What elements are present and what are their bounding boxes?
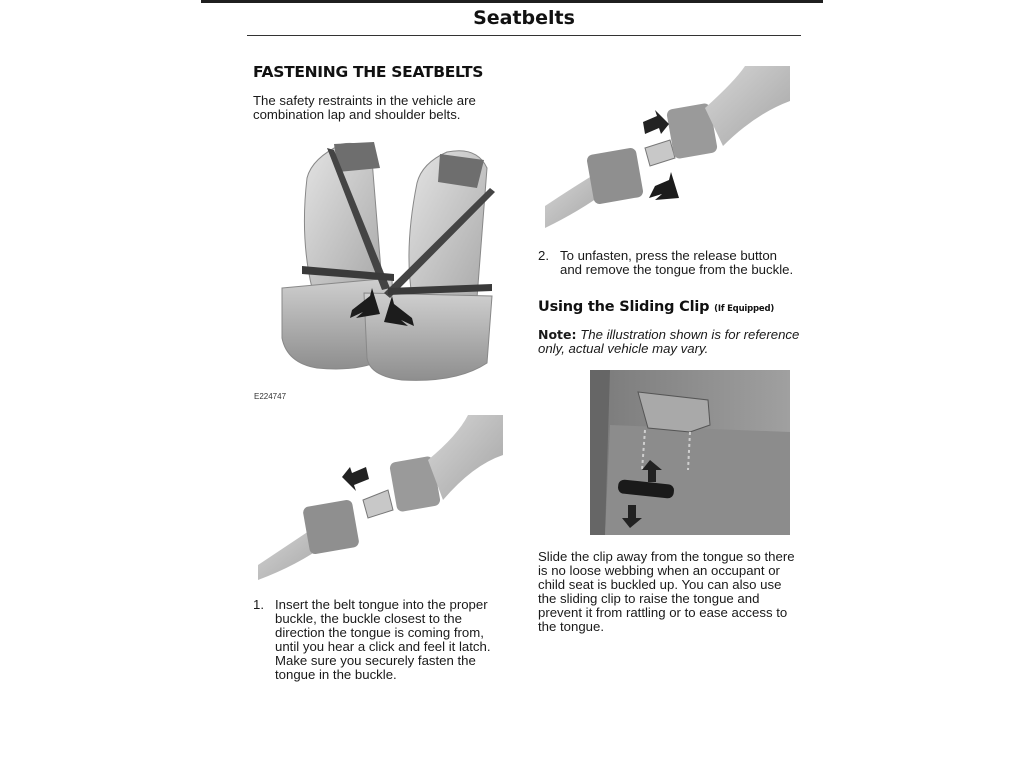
belt-tongue-insert-illustration <box>258 415 503 580</box>
page-title: Seatbelts <box>473 7 575 29</box>
step-1-text: Insert the belt tongue into the proper buckle, the buckle closest to the direction the tongue is coming from, until you hear a click and feel it latch. Make sure you securely fasten the tongue in the buckle. <box>275 597 491 682</box>
figure-code: E224747 <box>254 392 287 401</box>
title-rule <box>247 35 801 36</box>
sliding-clip-qualifier: (If Equipped) <box>714 304 775 314</box>
step-2-text: To unfasten, press the release button and remove the tongue from the buckle. <box>560 248 794 277</box>
note <box>538 328 800 356</box>
buckle-release-illustration <box>545 66 790 231</box>
note-label: Note: <box>538 327 577 342</box>
intro-paragraph: The safety restraints in the vehicle are combination lap and shoulder belts. <box>253 93 476 122</box>
note-text: The illustration shown is for reference only, actual vehicle may vary. <box>538 327 800 356</box>
section-heading: FASTENING THE SEATBELTS <box>253 63 484 81</box>
step-1-number: 1. <box>253 597 264 612</box>
top-rule <box>201 0 823 3</box>
seats-with-belts-illustration <box>272 138 512 388</box>
sliding-clip-illustration <box>590 370 790 535</box>
sliding-clip-heading <box>538 299 774 315</box>
sliding-clip-title: Using the Sliding Clip <box>538 299 710 315</box>
sliding-clip-body: Slide the clip away from the tongue so there is no loose webbing when an occupant or child seat is buckled up. You can also use the sliding clip to raise the tongue and prevent it from rattling or to ease access to the tongue. <box>538 549 795 634</box>
step-2-number: 2. <box>538 248 549 263</box>
